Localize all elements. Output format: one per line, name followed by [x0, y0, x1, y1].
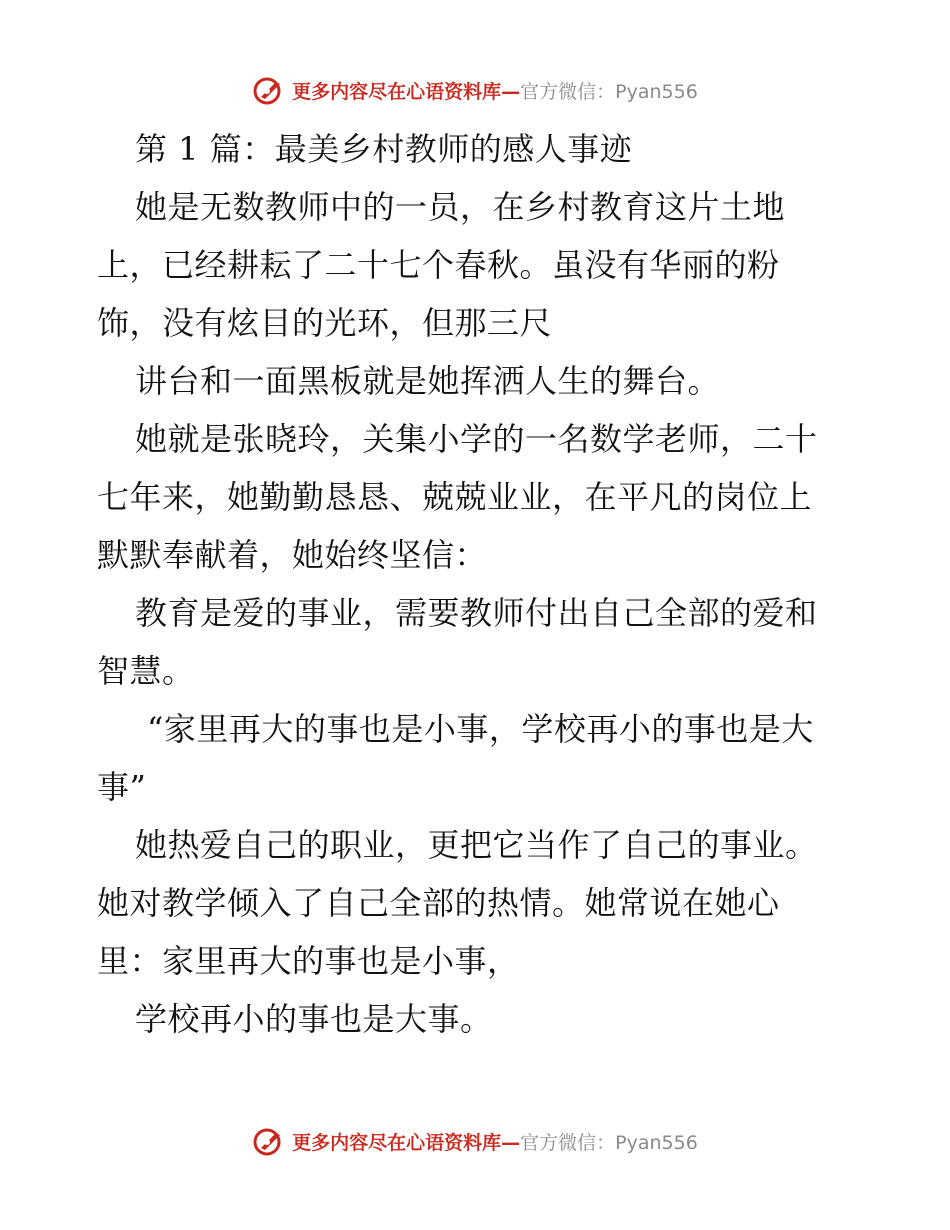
- banner-main-text: 更多内容尽在心语资料库—: [292, 80, 521, 103]
- banner-sub-text: 官方微信：Pyan556: [520, 80, 698, 103]
- quote-line: 事”: [97, 768, 147, 806]
- paragraph-line: 她就是张晓玲，关集小学的一名数学老师，二十: [135, 420, 818, 458]
- quote-line: “家里再大的事也是小事，学校再小的事也是大: [147, 710, 814, 748]
- paragraph-line: 上，已经耕耘了二十七个春秋。虽没有华丽的粉: [97, 246, 780, 284]
- paragraph-line: 饰，没有炫目的光环，但那三尺: [97, 304, 553, 342]
- paragraph-line: 里：家里再大的事也是小事，: [97, 942, 520, 980]
- paragraph-line: 默默奉献着，她始终坚信：: [97, 536, 488, 574]
- pen-logo-icon: [252, 1124, 286, 1158]
- document-title: 第 1 篇：最美乡村教师的感人事迹: [135, 130, 633, 168]
- paragraph-line: 智慧。: [97, 652, 195, 690]
- document-body: [97, 120, 857, 1048]
- paragraph-line: 她热爱自己的职业，更把它当作了自己的事业。: [135, 826, 818, 864]
- paragraph-line: 学校再小的事也是大事。: [135, 1000, 493, 1038]
- paragraph-line: 她是无数教师中的一员，在乡村教育这片土地: [135, 188, 786, 226]
- banner-text: [292, 1128, 698, 1155]
- banner-sub-text: 官方微信：Pyan556: [520, 1131, 698, 1154]
- footer-banner: [0, 1124, 950, 1158]
- banner-text: [292, 77, 698, 104]
- paragraph-line: 教育是爱的事业，需要教师付出自己全部的爱和: [135, 594, 818, 632]
- paragraph-line: 七年来，她勤勤恳恳、兢兢业业，在平凡的岗位上: [97, 478, 813, 516]
- pen-logo-icon: [252, 73, 286, 107]
- paragraph-line: 讲台和一面黑板就是她挥洒人生的舞台。: [135, 362, 721, 400]
- header-banner: [0, 73, 950, 107]
- paragraph-line: 她对教学倾入了自己全部的热情。她常说在她心: [97, 884, 780, 922]
- banner-main-text: 更多内容尽在心语资料库—: [292, 1131, 521, 1154]
